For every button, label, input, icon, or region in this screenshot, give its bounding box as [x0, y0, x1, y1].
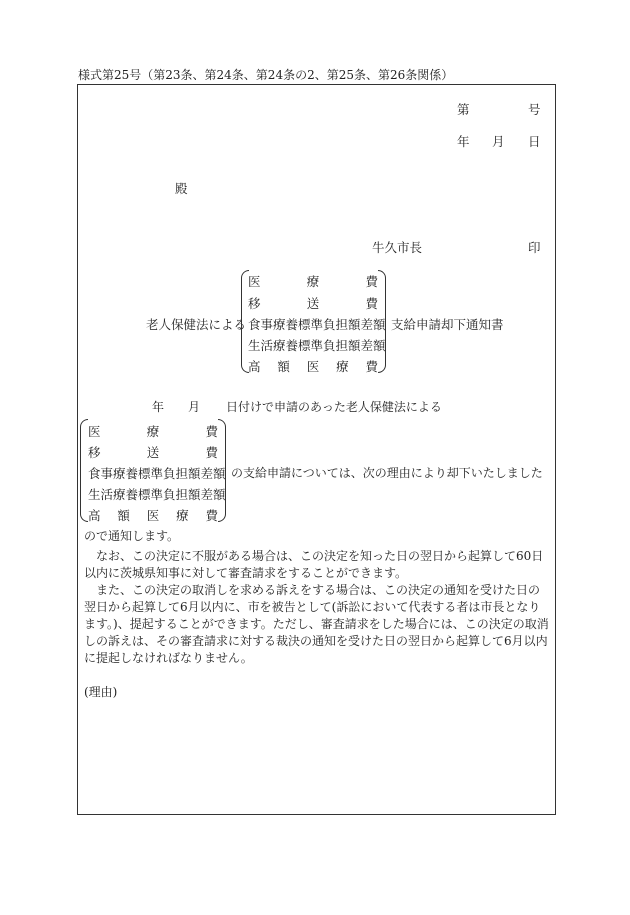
title-item-living	[248, 336, 386, 354]
item-char: 生活療養標準負担額差額	[88, 487, 226, 502]
item-char: 移	[248, 296, 261, 311]
title-item-medical	[248, 272, 378, 290]
item-char: 療	[336, 359, 349, 374]
item-char: 費	[205, 445, 218, 460]
title-item-transfer	[248, 294, 378, 312]
item-char: 費	[205, 424, 218, 439]
item-char: 移	[88, 445, 101, 460]
body-item-meal	[88, 464, 226, 482]
number-suffix: 号	[528, 102, 541, 117]
reason-label: (理由)	[84, 685, 118, 699]
item-char: 療	[306, 274, 320, 289]
body-year: 年	[152, 400, 165, 414]
seal-mark: 印	[528, 240, 541, 255]
item-char: 食事療養標準負担額差額	[88, 466, 226, 481]
body-month: 月	[188, 400, 201, 414]
date-month: 月	[492, 134, 505, 149]
item-char: 高	[88, 508, 101, 523]
title-item-meal	[248, 315, 386, 333]
notice-end-text: ので通知します。	[84, 529, 180, 543]
item-char: 費	[365, 359, 378, 374]
item-char: 医	[306, 359, 320, 374]
item-char: 療	[176, 508, 189, 523]
body-bracket-left	[80, 419, 88, 522]
title-suffix: 支給申請却下通知書	[391, 317, 504, 332]
recipient-honorific: 殿	[175, 181, 188, 196]
item-char: 高	[248, 359, 261, 374]
sender-title: 牛久市長	[372, 240, 423, 255]
item-char: 送	[306, 296, 320, 311]
appeal-paragraph: なお、この決定に不服がある場合は、この決定を知った日の翌日から起算して60日以内に茨城県知事に対して審査請求をすることができます。	[84, 549, 544, 580]
number-prefix: 第	[457, 102, 470, 117]
title-prefix: 老人保健法による	[146, 317, 247, 332]
item-char: 生活療養標準負担額差額	[248, 338, 386, 353]
item-char: 医	[146, 508, 160, 523]
item-char: 費	[365, 296, 378, 311]
item-char: 送	[146, 445, 160, 460]
form-caption: 様式第25号（第23条、第24条、第24条の2、第25条、第26条関係）	[78, 68, 454, 82]
body-date-text: 日付けで申請のあった老人保健法による	[226, 400, 442, 414]
lawsuit-paragraph: また、この決定の取消しを求める訴えをする場合は、この決定の通知を受けた日の翌日から起算して6月以内に、市を被告として(訴訟において代表する者は市長となります。)、提起することができます。ただし、審査請求をした場合には、この決定の取消しの訴えは、その審査請求に対する裁決の通知を受けた日の翌日から起算して6月以内に提起しなければなりません。	[84, 583, 549, 665]
item-char: 額	[277, 359, 290, 374]
body-item-transfer	[88, 443, 218, 461]
decision-text: の支給申請については、次の理由により却下いたしました	[231, 466, 543, 480]
item-char: 食事療養標準負担額差額	[248, 317, 386, 332]
item-char: 額	[117, 508, 130, 523]
body-item-medical	[88, 422, 218, 440]
title-item-highcost	[248, 357, 378, 375]
date-year: 年	[457, 134, 470, 149]
body-item-highcost	[88, 506, 218, 524]
item-char: 費	[365, 274, 378, 289]
item-char: 医	[88, 424, 101, 439]
item-char: 医	[248, 274, 261, 289]
date-day: 日	[528, 134, 541, 149]
body-item-living	[88, 485, 226, 503]
item-char: 費	[205, 508, 218, 523]
item-char: 療	[146, 424, 160, 439]
